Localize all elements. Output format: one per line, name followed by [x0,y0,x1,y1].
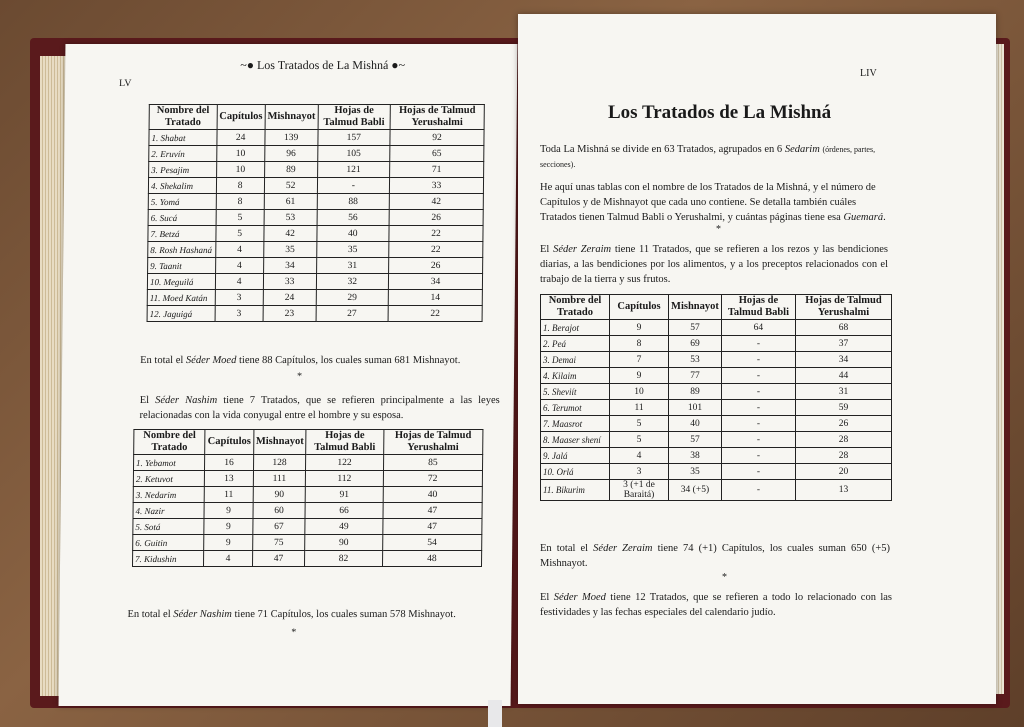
table-row [148,178,483,194]
value-cell: 42 [264,226,317,242]
table-row [541,400,892,416]
value-cell: 77 [669,368,722,384]
column-header: Nombre del Tratado [134,430,206,455]
value-cell: 33 [389,178,483,194]
table-row [541,320,892,336]
value-cell: - [721,336,795,352]
table-row [133,455,482,471]
table-row [541,448,892,464]
table-row [133,487,482,503]
value-cell: 49 [305,519,382,535]
value-cell: 26 [795,416,891,432]
table-row [541,432,892,448]
column-header: Capítulos [205,430,253,455]
value-cell: 4 [215,274,263,290]
value-cell: 42 [389,194,483,210]
tratado-name-cell: 7. Kidushin [132,551,204,567]
table-row [541,336,892,352]
value-cell: 66 [305,503,382,519]
tratado-name-cell: 5. Sotá [133,519,205,535]
value-cell: 13 [205,471,253,487]
value-cell: 11 [205,487,253,503]
value-cell: 3 [215,290,263,306]
value-cell: 47 [383,503,483,519]
ornament-icon: ●~ [391,58,406,72]
tratado-name-cell: 12. Jaguigá [147,306,215,322]
tratado-name-cell: 1. Shabat [149,130,217,146]
value-cell: - [721,368,795,384]
value-cell: 5 [216,210,264,226]
value-cell: 96 [265,146,318,162]
value-cell: 8 [216,178,264,194]
value-cell: 31 [316,258,389,274]
value-cell: 47 [382,519,482,535]
tratado-name-cell: 9. Jalá [541,448,610,464]
value-cell: 72 [383,471,483,487]
tratado-name-cell: 11. Moed Katán [147,290,215,306]
tratado-name-cell: 4. Shekalim [148,178,216,194]
value-cell: - [721,448,795,464]
value-cell: 90 [305,535,382,551]
intro-paragraph-1: Toda La Mishná se divide en 63 Tratados, agrupados en 6 Sedarim (órdenes, partes, secciones). [540,144,876,169]
table-row [148,210,483,226]
value-cell: 82 [305,551,382,567]
value-cell: 26 [389,210,483,226]
intro-zeraim: El Séder Zeraim tiene 11 Tratados, que se refieren a los rezos y las bendiciones diarias, a las bendiciones por los alimentos, y a los preceptos relacionados con el trabajo de la tierra y sus frutos. [540,244,888,285]
tratado-name-cell: 6. Guitin [133,535,205,551]
value-cell: 24 [217,130,265,146]
value-cell: 9 [204,519,252,535]
value-cell: 122 [306,455,383,471]
value-cell: 9 [610,368,669,384]
value-cell: 7 [610,352,669,368]
value-cell: 29 [316,290,389,306]
value-cell: 5 [610,416,669,432]
table-header-row [134,430,483,455]
value-cell: 5 [610,432,669,448]
column-header: Hojas de Talmud Yerushalmi [383,430,483,455]
summary-nashim: En total el Séder Nashim tiene 71 Capítulos, los cuales suman 578 Mishnayot. [127,609,456,620]
value-cell: - [721,352,795,368]
value-cell: 69 [669,336,722,352]
table-row [148,226,483,242]
value-cell: 111 [253,471,306,487]
table-header-row [541,295,892,320]
table-row [541,464,892,480]
ornament-icon: ~● [240,58,255,72]
summary-zeraim: En total el Séder Zeraim tiene 74 (+1) Capítulos, los cuales suman 650 (+5) Mishnayot. [540,543,890,569]
tratado-name-cell: 2. Peá [541,336,610,352]
value-cell: 65 [390,146,484,162]
value-cell: 67 [252,519,305,535]
value-cell: 71 [390,162,484,178]
value-cell: 32 [316,274,389,290]
value-cell: 3 [610,464,669,480]
value-cell: 75 [252,535,305,551]
value-cell: - [721,464,795,480]
column-header: Hojas de Talmud Babli [318,105,391,130]
table-header-row [149,105,484,130]
separator: * [722,572,727,583]
column-header: Hojas de Talmud Yerushalmi [795,295,891,320]
column-header: Nombre del Tratado [149,105,217,130]
value-cell: 22 [389,226,483,242]
tratado-name-cell: 7. Betzá [148,226,216,242]
tratado-name-cell: 8. Maaser shení [541,432,610,448]
table-row [133,503,482,519]
value-cell: 89 [669,384,722,400]
tratado-name-cell: 2. Eruvín [149,146,217,162]
value-cell: 40 [383,487,483,503]
table-row [149,130,484,146]
tratado-name-cell: 9. Taanit [148,258,216,274]
value-cell: 3 [215,306,263,322]
value-cell: 11 [610,400,669,416]
table-nashim [132,429,483,567]
page-number: LV [118,78,132,89]
value-cell: 44 [795,368,891,384]
value-cell: 53 [669,352,722,368]
tratado-name-cell: 1. Berajot [541,320,610,336]
column-header: Capítulos [217,105,265,130]
tratado-name-cell: 2. Ketuvot [133,471,205,487]
value-cell: 101 [669,400,722,416]
value-cell: 56 [317,210,390,226]
tratado-name-cell: 6. Terumot [541,400,610,416]
tratado-name-cell: 4. Nazir [133,503,205,519]
table-row [132,551,481,567]
value-cell: 14 [388,290,482,306]
column-header: Mishnayot [253,430,306,455]
value-cell: 9 [610,320,669,336]
intro-moed: El Séder Moed tiene 12 Tratados, que se refieren a todo lo relacionado con las festividades y las fechas especiales del calendario judío. [540,592,892,618]
value-cell: 23 [263,306,316,322]
value-cell: 35 [264,242,317,258]
column-header: Hojas de Talmud Babli [306,430,383,455]
value-cell: 33 [263,274,316,290]
value-cell: 48 [382,551,482,567]
value-cell: 4 [215,258,263,274]
tratado-name-cell: 8. Rosh Hashaná [148,242,216,258]
tratado-name-cell: 11. Bikurim [541,480,610,501]
column-header: Hojas de Talmud Yerushalmi [390,105,484,130]
tratado-name-cell: 10. Meguilá [147,274,215,290]
value-cell: - [721,480,795,501]
table-row [149,162,484,178]
tratado-name-cell: 6. Sucá [148,210,216,226]
tratado-name-cell: 3. Pesajim [149,162,217,178]
value-cell: 34 [795,352,891,368]
table-row [541,352,892,368]
value-cell: 4 [215,242,263,258]
tratado-name-cell: 4. Kilaim [541,368,610,384]
tratado-name-cell: 1. Yebamot [133,455,205,471]
tratado-name-cell: 5. Yomá [148,194,216,210]
value-cell: 34 [388,274,482,290]
separator: * [296,371,303,382]
value-cell: - [721,384,795,400]
tratado-name-cell: 10. Orlá [541,464,610,480]
table-zeraim [540,294,892,501]
value-cell: 85 [383,455,483,471]
value-cell: - [721,432,795,448]
table-row [133,519,482,535]
value-cell: 139 [265,130,318,146]
value-cell: 10 [216,146,264,162]
value-cell: 28 [795,448,891,464]
table-row [541,384,892,400]
value-cell: 10 [610,384,669,400]
table-row [147,306,482,322]
value-cell: 88 [317,194,390,210]
value-cell: 5 [216,226,264,242]
running-header: ~● Los Tratados de La Mishná ●~ [240,58,406,72]
value-cell: 31 [795,384,891,400]
value-cell: 4 [204,551,252,567]
table-row [541,480,892,501]
separator: * [291,627,297,638]
value-cell: 40 [669,416,722,432]
intro-paragraph-2: He aquí unas tablas con el nombre de los Tratados de la Mishná, y el número de Capítulos y de Mishnayot que cada uno contiene. Se detalla también cuáles Tratados tienen Talmud Babli o Yerushalmi, y cuántas páginas tiene esa Guemará. [540,182,886,223]
value-cell: 27 [316,306,389,322]
value-cell: 4 [610,448,669,464]
value-cell: - [317,178,390,194]
value-cell: 105 [317,146,390,162]
table-row [147,274,482,290]
table-row [541,368,892,384]
value-cell: 9 [204,503,252,519]
value-cell: 28 [795,432,891,448]
value-cell: 9 [204,535,252,551]
value-cell: - [721,400,795,416]
value-cell: 24 [263,290,316,306]
value-cell: 157 [318,130,391,146]
tratado-name-cell: 7. Maasrot [541,416,610,432]
value-cell: 37 [795,336,891,352]
table-moed [147,104,485,322]
table-row [149,146,484,162]
value-cell: 20 [795,464,891,480]
value-cell: 54 [382,535,482,551]
value-cell: 22 [389,242,483,258]
value-cell: 89 [264,162,317,178]
value-cell: 52 [264,178,317,194]
summary-moed: En total el Séder Moed tiene 88 Capítulos, los cuales suman 681 Mishnayot. [140,355,461,366]
intro-nashim: El Séder Nashim tiene 7 Tratados, que se refieren principalmente a las leyes relacionadas con la vida conyugal entre el hombre y su esposa. [139,395,500,421]
table-row [147,290,482,306]
value-cell: 90 [253,487,306,503]
value-cell: 34 (+5) [669,480,722,501]
value-cell: 40 [317,226,390,242]
column-header: Mishnayot [669,295,722,320]
value-cell: 91 [306,487,383,503]
value-cell: 38 [669,448,722,464]
value-cell: 22 [388,306,482,322]
value-cell: 8 [216,194,264,210]
tratado-name-cell: 3. Nedarim [133,487,205,503]
value-cell: 47 [252,551,305,567]
value-cell: - [721,416,795,432]
value-cell: 121 [317,162,390,178]
value-cell: 112 [306,471,383,487]
value-cell: 26 [389,258,483,274]
value-cell: 68 [795,320,891,336]
value-cell: 61 [264,194,317,210]
value-cell: 8 [610,336,669,352]
value-cell: 16 [205,455,253,471]
table-row [541,416,892,432]
table-row [148,258,483,274]
left-page [59,44,518,706]
tratado-name-cell: 3. Demai [541,352,610,368]
value-cell: 53 [264,210,317,226]
column-header: Hojas de Talmud Babli [721,295,795,320]
value-cell: 34 [263,258,316,274]
value-cell: 13 [795,480,891,501]
column-header: Mishnayot [265,105,318,130]
table-row [133,471,482,487]
value-cell: 10 [216,162,264,178]
value-cell: 35 [316,242,389,258]
table-row [148,194,483,210]
value-cell: 57 [669,432,722,448]
value-cell: 60 [253,503,306,519]
table-row [133,535,482,551]
column-header: Capítulos [610,295,669,320]
page-title: Los Tratados de La Mishná [608,102,832,123]
value-cell: 3 (+1 de Baraitá) [610,480,669,501]
value-cell: 128 [253,455,306,471]
bookmark-ribbon [488,700,502,727]
value-cell: 59 [795,400,891,416]
value-cell: 35 [669,464,722,480]
separator: * [716,224,721,235]
value-cell: 92 [390,130,484,146]
value-cell: 64 [721,320,795,336]
table-row [148,242,483,258]
value-cell: 57 [669,320,722,336]
column-header: Nombre del Tratado [541,295,610,320]
page-number: LIV [860,68,877,79]
tratado-name-cell: 5. Sheviít [541,384,610,400]
right-page [518,14,996,704]
